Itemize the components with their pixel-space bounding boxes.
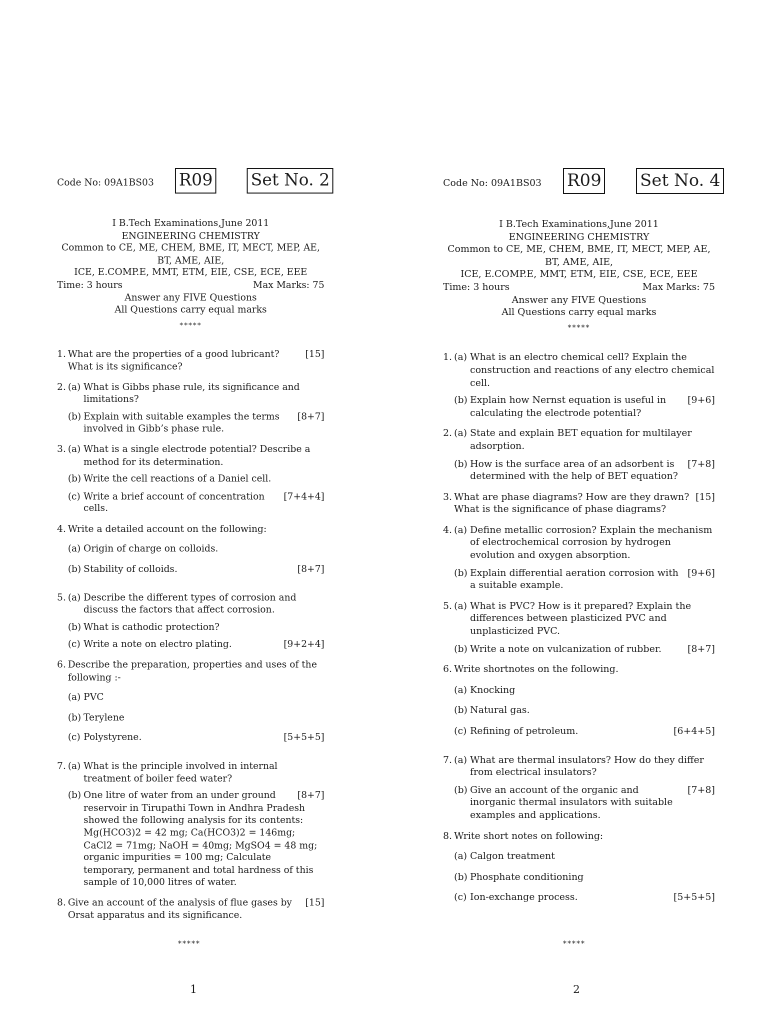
question-body [454, 492, 715, 517]
sub-question-text [84, 592, 325, 617]
instruction: All Questions carry equal marks [501, 307, 657, 319]
code-number: Code No: 09A1BS03 [443, 178, 542, 189]
sub-question-label: (c) [67, 732, 81, 744]
sub-question-text [470, 851, 715, 864]
sub-question-statement: One litre of water from an under ground reservoir in Tirupathi Town in Andhra Pradesh showed the following analysis for its contents: Mg(HCO3)2 = 42 mg; Ca(HCO3)2 = 146mg; CaCl2 = 71mg; NaOH = 40mg; MgSO4 = 48 mg; organic impurities = 100 mg; Calculate temporary, permanent and total hardness of this sample of 10,000 litres of water. [83, 790, 318, 889]
sub-question-list [454, 525, 715, 593]
sub-question-statement: Write a brief account of concentration cells. [83, 491, 265, 515]
sub-question-label: (a) [454, 684, 468, 696]
exam-title: I B.Tech Examinations,June 2011 [112, 218, 270, 229]
sub-question-label: (a) [454, 524, 468, 536]
question-8 [57, 897, 324, 922]
sub-question-text [470, 705, 715, 718]
sub-question-statement: Polystyrene. [83, 732, 142, 744]
question-paper-set-2 [57, 168, 330, 930]
sub-question-statement: Natural gas. [470, 705, 530, 717]
sub-question-label: (b) [67, 473, 82, 485]
marks-allotted: [5+5+5] [283, 732, 325, 744]
question-body [454, 831, 715, 913]
sub-question-text [84, 382, 325, 407]
question-number: 5. [443, 600, 453, 612]
sub-question-statement: Write a note on vulcanization of rubber. [470, 643, 662, 655]
sub-question-text [84, 713, 325, 725]
end-stars: ***** [563, 940, 586, 948]
sub-question [454, 395, 715, 420]
sub-question-list [454, 352, 715, 420]
question-4 [57, 524, 324, 585]
sub-question-statement: State and explain BET equation for multilayer adsorption. [470, 428, 692, 452]
page-number: 1 [190, 983, 197, 996]
question-body [454, 601, 715, 656]
sub-question-text [84, 733, 325, 745]
sub-question-label: (c) [67, 639, 81, 651]
question-number: 5. [57, 592, 66, 604]
sub-question [454, 644, 715, 657]
sub-question-list [68, 444, 325, 516]
question-text [68, 897, 325, 922]
sub-question [68, 622, 325, 634]
marks-allotted: [9+6] [687, 395, 715, 407]
question-number: 1. [443, 352, 453, 364]
question-body [454, 428, 715, 483]
question-statement: Write shortnotes on the following. [454, 664, 619, 676]
sub-question-label: (c) [454, 892, 467, 904]
marks-allotted: [9+2+4] [283, 639, 325, 651]
sub-question-statement: Calgon treatment [470, 851, 555, 863]
instruction: Answer any FIVE Questions [511, 294, 647, 306]
question-2 [443, 428, 715, 483]
sub-question-label: (a) [454, 754, 468, 766]
code-number: Code No: 09A1BS03 [57, 177, 154, 189]
sub-question [68, 692, 325, 704]
sub-question [454, 568, 715, 593]
sub-question-text [470, 755, 715, 780]
sub-question-statement: Ion-exchange process. [470, 892, 578, 904]
sub-question-text [84, 692, 325, 704]
marks-allotted: [15] [305, 349, 325, 361]
sub-question [68, 761, 325, 786]
regulation-box: R09 [175, 168, 217, 194]
sub-question-label: (b) [454, 395, 468, 407]
sub-question-statement: Stability of colloids. [83, 564, 178, 576]
sub-question-label: (b) [67, 622, 82, 633]
question-body [68, 592, 325, 651]
sub-question [454, 685, 715, 698]
exam-heading [443, 219, 715, 334]
sub-question-text [470, 428, 715, 453]
question-6 [57, 660, 324, 753]
sub-question-statement: What are thermal insulators? How do they differ from electrical insulators? [470, 754, 704, 779]
sub-question [454, 892, 715, 905]
marks-allotted: [15] [305, 897, 325, 909]
sub-question [454, 755, 715, 780]
question-4 [443, 525, 715, 593]
sub-question [454, 726, 715, 739]
question-body [68, 761, 325, 890]
sub-question-label: (b) [454, 643, 468, 655]
marks-allotted: [9+6] [687, 567, 715, 579]
marks-allotted: [8+7] [297, 564, 325, 576]
branches-line: ICE, E.COMP.E, MMT, ETM, EIE, CSE, ECE, EEE [74, 267, 308, 279]
exam-title: I B.Tech Examinations,June 2011 [499, 219, 659, 230]
question-5 [443, 601, 715, 656]
marks-allotted: [7+8] [687, 784, 715, 796]
question-7 [57, 761, 324, 890]
sub-question-statement: Define metallic corrosion? Explain the mechanism of electrochemical corrosion by hydrogen evolution and oxygen absorption. [470, 524, 713, 562]
sub-question [68, 713, 325, 725]
sub-question-label: (b) [454, 871, 468, 883]
question-number: 8. [57, 897, 66, 909]
sub-question [68, 639, 325, 651]
question-statement: What are the properties of a good lubricant? What is its significance? [67, 349, 280, 373]
question-1 [57, 349, 324, 374]
sub-question-statement: What is a single electrode potential? Describe a method for its determination. [83, 444, 311, 468]
max-marks: Max Marks: 75 [252, 280, 325, 291]
question-body [454, 525, 715, 593]
subject-title: ENGINEERING CHEMISTRY [121, 230, 260, 242]
instruction: All Questions carry equal marks [114, 304, 267, 316]
question-text [68, 349, 325, 374]
sub-question-statement: Terylene [83, 712, 125, 724]
branches-line: Common to CE, ME, CHEM, BME, IT, MECT, MEP, AE, BT, AME, AIE, [447, 244, 711, 268]
time-marks-row [443, 282, 715, 295]
sub-question [454, 872, 715, 885]
question-1 [443, 352, 715, 420]
sub-question-label: (b) [67, 712, 82, 724]
sub-question-label: (c) [67, 491, 81, 502]
sub-question-label: (b) [67, 790, 82, 802]
sub-question-label: (a) [454, 428, 468, 440]
set-number-box: Set No. 2 [247, 168, 334, 194]
question-number: 4. [57, 523, 66, 535]
sub-question-label: (a) [67, 381, 81, 393]
sub-question-text [84, 444, 325, 469]
paper-header [57, 168, 330, 201]
question-text [454, 492, 715, 517]
separator-stars: ***** [179, 321, 202, 330]
sub-question [68, 733, 325, 745]
marks-allotted: [5+5+5] [673, 892, 715, 904]
question-number: 4. [443, 524, 453, 536]
sub-question [68, 592, 325, 617]
question-3 [57, 444, 324, 516]
sub-question-label: (a) [67, 444, 81, 456]
sub-question [454, 785, 715, 823]
sub-question-text [470, 459, 715, 484]
sub-question-text [470, 601, 715, 639]
paper-header [443, 168, 721, 202]
question-number: 2. [443, 428, 453, 440]
marks-allotted: [15] [695, 491, 715, 503]
question-5 [57, 592, 324, 651]
sub-question-statement: Explain with suitable examples the terms involved in Gibb’s phase rule. [83, 411, 280, 435]
sub-question-statement: Refining of petroleum. [470, 726, 579, 737]
sub-question-statement: Give an account of the organic and inorganic thermal insulators with suitable examples and applications. [470, 784, 673, 821]
sub-question [68, 791, 325, 890]
sub-question-text [84, 761, 325, 786]
sub-question-label: (a) [454, 600, 468, 612]
sub-question-text [470, 872, 715, 885]
sub-question-statement: What is Gibbs phase rule, its significance and limitations? [83, 381, 300, 406]
question-text [454, 664, 715, 677]
instruction: Answer any FIVE Questions [124, 292, 257, 304]
sub-question-statement: Origin of charge on colloids. [83, 544, 219, 555]
sub-question-text [84, 474, 325, 486]
question-body [68, 349, 325, 374]
sub-question-label: (a) [67, 760, 81, 772]
question-statement: Write a detailed account on the following: [67, 523, 267, 535]
sub-question-statement: Write the cell reactions of a Daniel cell. [83, 473, 272, 485]
question-statement: Give an account of the analysis of flue gases by Orsat apparatus and its significance. [67, 897, 292, 921]
sub-question [68, 491, 325, 516]
sub-question-text [84, 639, 325, 651]
sub-question-statement: Describe the different types of corrosion and discuss the factors that affect corrosion. [83, 592, 297, 616]
sub-question [68, 382, 325, 407]
question-body [68, 382, 325, 436]
sub-question-label: (b) [454, 705, 468, 717]
question-body [454, 664, 715, 746]
question-number: 6. [57, 659, 66, 671]
sub-question-text [84, 791, 325, 890]
question-2 [57, 382, 324, 436]
time-allowed: Time: 3 hours [57, 280, 123, 291]
time-marks-row [57, 280, 324, 292]
sub-question-list [68, 761, 325, 890]
question-body [454, 755, 715, 823]
sub-question-statement: What is an electro chemical cell? Explain the construction and reactions of any electro chemical cell. [470, 352, 715, 389]
sub-question [68, 412, 325, 437]
sub-question-label: (b) [454, 567, 468, 579]
question-list [57, 349, 324, 922]
sub-question-text [470, 525, 715, 563]
end-stars: ***** [178, 940, 201, 948]
sub-question-label: (b) [454, 784, 468, 796]
question-number: 3. [57, 444, 66, 456]
question-statement: What are phase diagrams? How are they drawn? What is the significance of phase diagrams? [454, 491, 690, 516]
question-number: 7. [443, 754, 453, 766]
sub-question-list [454, 428, 715, 483]
sub-question-list [454, 755, 715, 823]
regulation-box: R09 [563, 168, 605, 194]
question-7 [443, 755, 715, 823]
sub-question [68, 564, 325, 576]
question-statement: Write short notes on following: [454, 830, 604, 842]
sub-question-label: (a) [454, 352, 468, 364]
question-body [454, 352, 715, 420]
sub-question-list [68, 382, 325, 436]
question-body [68, 444, 325, 516]
marks-allotted: [8+7] [297, 411, 325, 423]
question-number: 6. [443, 664, 453, 676]
question-body [68, 524, 325, 585]
sub-question-statement: How is the surface area of an adsorbent is determined with the help of BET equation? [470, 458, 678, 483]
sub-question-text [470, 568, 715, 593]
sub-question-label: (a) [67, 544, 81, 555]
question-text [454, 831, 715, 844]
sub-question-text [470, 352, 715, 390]
marks-allotted: [8+7] [687, 643, 715, 655]
sub-question-text [470, 395, 715, 420]
sub-question [454, 352, 715, 390]
sub-question-label: (c) [454, 726, 467, 737]
sub-question-statement: Explain differential aeration corrosion with a suitable example. [470, 567, 679, 592]
sub-question [454, 525, 715, 563]
question-8 [443, 831, 715, 913]
sub-question-list [454, 685, 715, 739]
sub-question [68, 544, 325, 556]
question-6 [443, 664, 715, 746]
sub-question [68, 444, 325, 469]
sub-question-text [470, 644, 715, 657]
branches-line: ICE, E.COMP.E, MMT, ETM, EIE, CSE, ECE, EEE [460, 269, 698, 281]
sub-question-label: (b) [67, 411, 82, 423]
sub-question-statement: Explain how Nernst equation is useful in calculating the electrode potential? [470, 395, 667, 419]
sub-question-label: (b) [454, 458, 468, 470]
question-list [443, 352, 715, 913]
sub-question-list [68, 592, 325, 651]
time-allowed: Time: 3 hours [443, 281, 510, 293]
question-text [68, 660, 325, 685]
sub-question-text [84, 412, 325, 437]
sub-question-statement: Write a note on electro plating. [83, 639, 232, 651]
sub-question [68, 474, 325, 486]
marks-allotted: [8+7] [297, 790, 325, 802]
sub-question-text [84, 491, 325, 516]
sub-question-text [470, 892, 715, 905]
question-paper-set-4 [443, 168, 721, 921]
max-marks: Max Marks: 75 [642, 281, 715, 293]
sub-question-label: (a) [454, 851, 468, 863]
sub-question-statement: What is cathodic protection? [83, 622, 220, 633]
question-body [68, 660, 325, 753]
marks-allotted: [6+4+5] [673, 726, 715, 737]
sub-question-list [454, 851, 715, 905]
sub-question-text [84, 622, 325, 634]
sub-question-label: (b) [67, 564, 82, 576]
sub-question-statement: What is the principle involved in internal treatment of boiler feed water? [83, 760, 278, 785]
marks-allotted: [7+8] [687, 458, 715, 470]
subject-title: ENGINEERING CHEMISTRY [508, 231, 650, 243]
set-number-box: Set No. 4 [636, 168, 724, 194]
question-body [68, 897, 325, 922]
sub-question-label: (a) [67, 592, 81, 604]
sub-question-text [470, 785, 715, 823]
sub-question-list [68, 692, 325, 745]
question-number: 1. [57, 349, 66, 361]
separator-stars: ***** [567, 323, 591, 332]
exam-heading [57, 218, 324, 331]
question-number: 7. [57, 760, 66, 772]
sub-question-statement: Knocking [470, 684, 516, 696]
question-number: 3. [443, 491, 453, 503]
sub-question-statement: What is PVC? How is it prepared? Explain the differences between plasticized PVC and unplasticized PVC. [470, 600, 692, 638]
question-number: 2. [57, 381, 66, 393]
question-statement: Describe the preparation, properties and uses of the following :- [67, 659, 317, 683]
marks-allotted: [7+4+4] [283, 491, 325, 502]
question-3 [443, 492, 715, 517]
branches-line: Common to CE, ME, CHEM, BME, IT, MECT, MEP, AE, BT, AME, AIE, [61, 242, 320, 267]
sub-question [454, 428, 715, 453]
sub-question-statement: Phosphate conditioning [470, 871, 584, 883]
sub-question-text [84, 564, 325, 576]
sub-question [454, 705, 715, 718]
sub-question-text [84, 544, 325, 556]
sub-question-label: (a) [67, 692, 81, 704]
sub-question-text [470, 726, 715, 739]
sub-question-text [470, 685, 715, 698]
sub-question [454, 459, 715, 484]
sub-question-statement: PVC [83, 692, 104, 704]
sub-question-list [68, 544, 325, 577]
sub-question-list [454, 601, 715, 656]
sub-question [454, 851, 715, 864]
question-text [68, 524, 325, 536]
question-number: 8. [443, 830, 453, 842]
sub-question [454, 601, 715, 639]
page-number: 2 [573, 983, 580, 996]
